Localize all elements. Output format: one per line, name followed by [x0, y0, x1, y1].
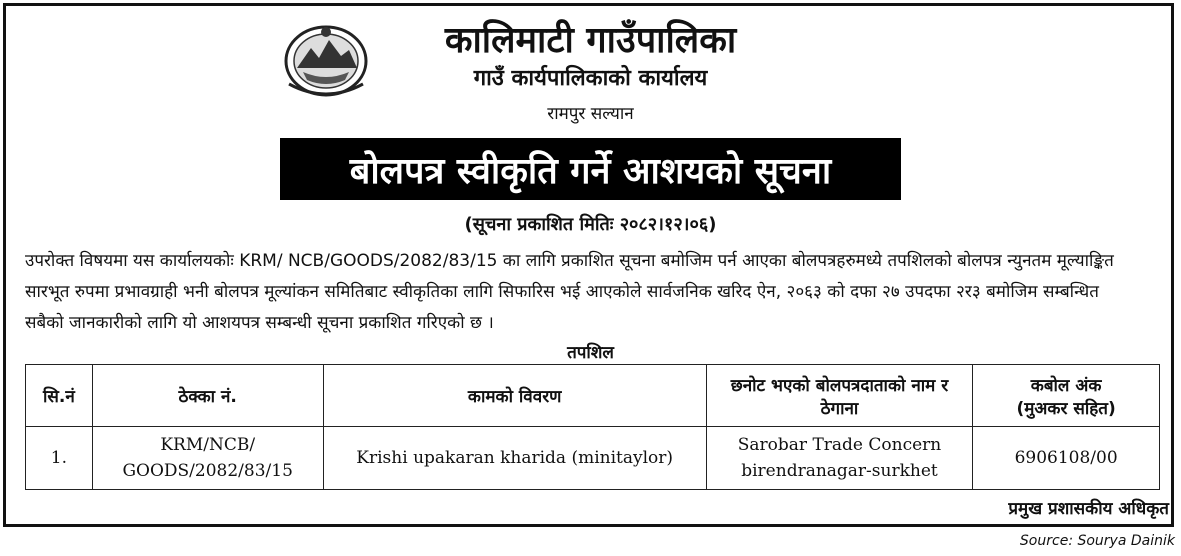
header-bidder [706, 365, 972, 427]
contract-line2: GOODS/2082/83/15 [122, 461, 293, 481]
award-table [25, 364, 1160, 490]
source-credit: Source: Sourya Dainik [1019, 533, 1175, 549]
bidder-name: Sarobar Trade Concern [737, 435, 942, 455]
bidder-address: birendranagar-surkhet [741, 461, 938, 481]
cell-amount: 6906108/00 [973, 427, 1160, 490]
body-line: सारभूत रुपमा प्रभावग्राही भनी बोलपत्र मूल्यांकन समितिबाट स्वीकृतिका लागि सिफारिस भई आएकोले सार्वजनिक खरिद ऐन, २०६३ को दफा २७ उपदफा २र३ बमोजिम सम्बन्धित [25, 282, 1099, 302]
header-bidder-line1: छनोट भएको बोलपत्रदाताको नाम र [730, 375, 949, 396]
header-amount-line1: कबोल अंक [1030, 375, 1102, 396]
header-contract-no: ठेक्का नं. [92, 365, 323, 427]
header-amount-line2: (मुअकर सहित) [1016, 398, 1116, 419]
contract-line1: KRM/NCB/ [160, 435, 256, 455]
notice-title: बोलपत्र स्वीकृति गर्ने आशयको सूचना [349, 150, 832, 192]
office-name: गाउँ कार्यपालिकाको कार्यालय [473, 66, 708, 91]
cell-contract-no [92, 427, 323, 490]
notice-body [25, 246, 1160, 339]
body-line: सबैको जानकारीको लागि यो आशयपत्र सम्बन्धी सूचना प्रकाशित गरिएको छ । [25, 313, 494, 333]
table-header-row [26, 365, 1160, 427]
table-caption: तपशिल [567, 343, 614, 363]
cell-bidder [706, 427, 972, 490]
header-description: कामको विवरण [323, 365, 706, 427]
header-amount [973, 365, 1160, 427]
published-date: (सूचना प्रकाशित मितिः २०८२।१२।०६) [464, 214, 717, 235]
org-name: कालिमाटी गाउँपालिका [444, 20, 737, 61]
header-bidder-line2: ठेगाना [820, 398, 859, 419]
signatory-title: प्रमुख प्रशासकीय अधिकृत [1008, 499, 1169, 519]
office-address: रामपुर सल्यान [547, 104, 634, 124]
header-sn: सि.नं [26, 365, 93, 427]
notice-title-banner [280, 138, 901, 200]
table-row [26, 427, 1160, 490]
cell-sn: 1. [26, 427, 93, 490]
body-line: उपरोक्त विषयमा यस कार्यालयकोः KRM/ NCB/GOODS/2082/83/15 का लागि प्रकाशित सूचना बमोजिम पर्न आएका बोलपत्रहरुमध्ये तपशिलको बोलपत्र न्युनतम मूल्याङ्कित [25, 251, 1114, 271]
cell-description: Krishi upakaran kharida (minitaylor) [323, 427, 706, 490]
